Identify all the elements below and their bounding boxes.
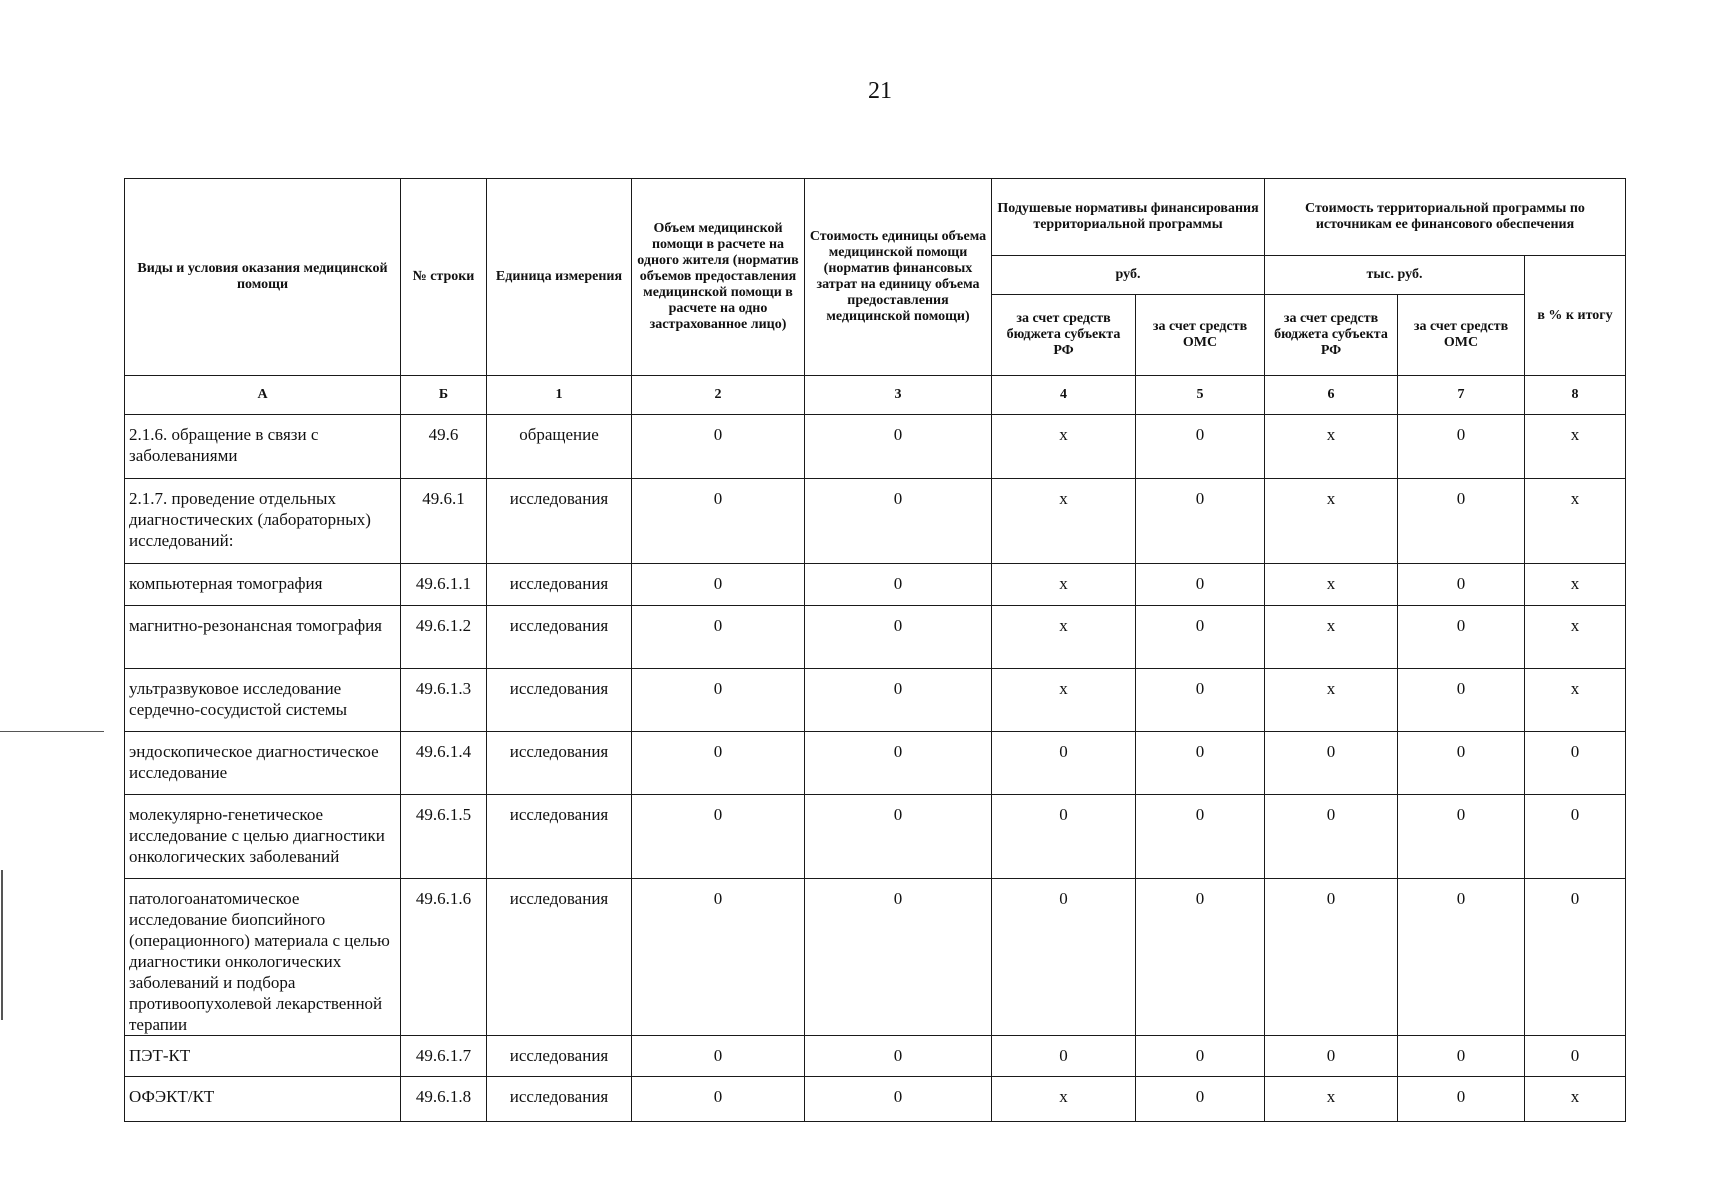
row-name: 2.1.7. проведение отдельных диагностических (лабораторных) исследований:	[125, 479, 401, 564]
code-3: 3	[805, 376, 992, 415]
row-percent: х	[1525, 479, 1626, 564]
row-volume: 0	[632, 879, 805, 1036]
row-percent: 0	[1525, 732, 1626, 795]
row-unit-cost: 0	[805, 564, 992, 606]
header-row-number: № строки	[401, 179, 487, 376]
header-per-capita-group: Подушевые нормативы финансирования территориальной программы	[992, 179, 1265, 256]
column-codes-row	[125, 376, 1626, 415]
scan-edge	[1, 870, 3, 1020]
financing-table	[124, 178, 1626, 1122]
row-number: 49.6.1.8	[401, 1077, 487, 1122]
table-row	[125, 1036, 1626, 1077]
row-number: 49.6.1.4	[401, 732, 487, 795]
row-cost-oms: 0	[1398, 479, 1525, 564]
row-per-capita-budget: х	[992, 606, 1136, 669]
row-cost-oms: 0	[1398, 879, 1525, 1036]
row-cost-budget: 0	[1265, 1036, 1398, 1077]
row-unit-cost: 0	[805, 669, 992, 732]
row-number: 49.6.1.5	[401, 795, 487, 879]
row-per-capita-oms: 0	[1136, 879, 1265, 1036]
row-volume: 0	[632, 606, 805, 669]
table-row	[125, 795, 1626, 879]
table-body	[125, 415, 1626, 1122]
row-unit: исследования	[487, 795, 632, 879]
row-volume: 0	[632, 669, 805, 732]
row-volume: 0	[632, 1077, 805, 1122]
row-cost-budget: 0	[1265, 795, 1398, 879]
row-cost-budget: х	[1265, 1077, 1398, 1122]
code-8: 8	[1525, 376, 1626, 415]
row-unit: исследования	[487, 669, 632, 732]
code-5: 5	[1136, 376, 1265, 415]
row-per-capita-oms: 0	[1136, 1077, 1265, 1122]
table-row	[125, 1077, 1626, 1122]
row-per-capita-oms: 0	[1136, 732, 1265, 795]
row-cost-budget: х	[1265, 669, 1398, 732]
header-budget-rf: за счет средств бюджета субъекта РФ	[992, 295, 1136, 376]
row-cost-oms: 0	[1398, 415, 1525, 479]
row-cost-budget: х	[1265, 415, 1398, 479]
header-rub: руб.	[992, 256, 1265, 295]
table-header	[125, 179, 1626, 415]
row-name: ПЭТ-КТ	[125, 1036, 401, 1077]
table-row	[125, 564, 1626, 606]
row-cost-oms: 0	[1398, 669, 1525, 732]
table-row	[125, 732, 1626, 795]
header-volume: Объем медицинской помощи в расчете на одного жителя (норматив объемов предоставления медицинской помощи в расчете на одно застрахованное лицо)	[632, 179, 805, 376]
row-cost-oms: 0	[1398, 606, 1525, 669]
row-per-capita-budget: 0	[992, 795, 1136, 879]
row-number: 49.6.1.6	[401, 879, 487, 1036]
row-number: 49.6.1.3	[401, 669, 487, 732]
header-services: Виды и условия оказания медицинской помощи	[125, 179, 401, 376]
row-volume: 0	[632, 1036, 805, 1077]
row-name: компьютерная томография	[125, 564, 401, 606]
row-unit-cost: 0	[805, 415, 992, 479]
row-unit-cost: 0	[805, 479, 992, 564]
row-per-capita-budget: 0	[992, 1036, 1136, 1077]
row-cost-oms: 0	[1398, 732, 1525, 795]
row-per-capita-budget: х	[992, 669, 1136, 732]
row-number: 49.6.1	[401, 479, 487, 564]
code-1: 1	[487, 376, 632, 415]
table-row	[125, 606, 1626, 669]
row-unit: исследования	[487, 732, 632, 795]
row-cost-oms: 0	[1398, 564, 1525, 606]
row-volume: 0	[632, 564, 805, 606]
row-percent: х	[1525, 1077, 1626, 1122]
row-unit-cost: 0	[805, 732, 992, 795]
header-unit: Единица измерения	[487, 179, 632, 376]
row-cost-oms: 0	[1398, 1036, 1525, 1077]
row-cost-oms: 0	[1398, 795, 1525, 879]
row-percent: х	[1525, 415, 1626, 479]
row-percent: 0	[1525, 795, 1626, 879]
row-per-capita-budget: 0	[992, 879, 1136, 1036]
row-unit-cost: 0	[805, 606, 992, 669]
row-name: 2.1.6. обращение в связи с заболеваниями	[125, 415, 401, 479]
table-row	[125, 879, 1626, 1036]
row-unit: исследования	[487, 606, 632, 669]
row-name: ОФЭКТ/КТ	[125, 1077, 401, 1122]
header-oms: за счет средств ОМС	[1136, 295, 1265, 376]
code-6: 6	[1265, 376, 1398, 415]
row-number: 49.6.1.7	[401, 1036, 487, 1077]
row-unit: исследования	[487, 1036, 632, 1077]
row-per-capita-budget: 0	[992, 732, 1136, 795]
row-per-capita-oms: 0	[1136, 564, 1265, 606]
row-name: магнитно-резонансная томография	[125, 606, 401, 669]
row-percent: х	[1525, 564, 1626, 606]
row-per-capita-budget: х	[992, 479, 1136, 564]
row-volume: 0	[632, 732, 805, 795]
row-unit-cost: 0	[805, 1036, 992, 1077]
row-volume: 0	[632, 795, 805, 879]
row-name: ультразвуковое исследование сердечно-сосудистой системы	[125, 669, 401, 732]
header-oms-2: за счет средств ОМС	[1398, 295, 1525, 376]
row-unit: исследования	[487, 479, 632, 564]
row-volume: 0	[632, 415, 805, 479]
row-name: молекулярно-генетическое исследование с целью диагностики онкологических заболеваний	[125, 795, 401, 879]
row-cost-budget: 0	[1265, 879, 1398, 1036]
row-per-capita-oms: 0	[1136, 606, 1265, 669]
row-percent: х	[1525, 669, 1626, 732]
code-a: А	[125, 376, 401, 415]
table-row	[125, 669, 1626, 732]
code-2: 2	[632, 376, 805, 415]
code-b: Б	[401, 376, 487, 415]
row-per-capita-budget: х	[992, 1077, 1136, 1122]
header-program-cost-group: Стоимость территориальной программы по источникам ее финансового обеспечения	[1265, 179, 1626, 256]
row-cost-budget: 0	[1265, 732, 1398, 795]
table-row	[125, 415, 1626, 479]
row-unit-cost: 0	[805, 879, 992, 1036]
row-percent: 0	[1525, 879, 1626, 1036]
row-volume: 0	[632, 479, 805, 564]
table-row	[125, 479, 1626, 564]
row-per-capita-oms: 0	[1136, 1036, 1265, 1077]
row-per-capita-oms: 0	[1136, 669, 1265, 732]
row-name: эндоскопическое диагностическое исследование	[125, 732, 401, 795]
code-4: 4	[992, 376, 1136, 415]
page-number: 21	[868, 78, 892, 104]
row-per-capita-budget: х	[992, 415, 1136, 479]
row-per-capita-oms: 0	[1136, 415, 1265, 479]
scan-line	[0, 731, 104, 732]
row-cost-budget: х	[1265, 479, 1398, 564]
row-number: 49.6.1.2	[401, 606, 487, 669]
row-percent: х	[1525, 606, 1626, 669]
row-cost-budget: х	[1265, 564, 1398, 606]
row-percent: 0	[1525, 1036, 1626, 1077]
header-budget-rf-2: за счет средств бюджета субъекта РФ	[1265, 295, 1398, 376]
row-cost-budget: х	[1265, 606, 1398, 669]
row-cost-oms: 0	[1398, 1077, 1525, 1122]
header-percent-total: в % к итогу	[1525, 256, 1626, 376]
row-unit: обращение	[487, 415, 632, 479]
header-thous-rub: тыс. руб.	[1265, 256, 1525, 295]
code-7: 7	[1398, 376, 1525, 415]
header-unit-cost: Стоимость единицы объема медицинской помощи (норматив финансовых затрат на единицу объема предоставления медицинской помощи)	[805, 179, 992, 376]
row-unit: исследования	[487, 1077, 632, 1122]
row-number: 49.6	[401, 415, 487, 479]
row-unit: исследования	[487, 564, 632, 606]
row-name: патологоанатомическое исследование биопсийного (операционного) материала с целью диагностики онкологических заболеваний и подбора противоопухолевой лекарственной терапии	[125, 879, 401, 1036]
row-unit-cost: 0	[805, 1077, 992, 1122]
row-per-capita-oms: 0	[1136, 479, 1265, 564]
row-unit: исследования	[487, 879, 632, 1036]
row-per-capita-budget: х	[992, 564, 1136, 606]
row-number: 49.6.1.1	[401, 564, 487, 606]
row-unit-cost: 0	[805, 795, 992, 879]
row-per-capita-oms: 0	[1136, 795, 1265, 879]
